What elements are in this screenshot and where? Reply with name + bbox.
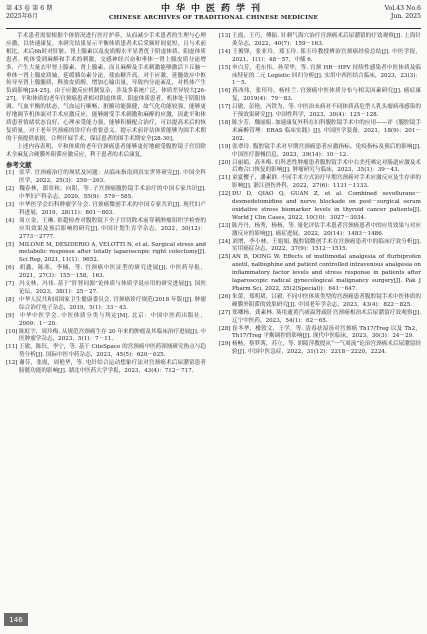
reference-item [6, 344, 206, 360]
reference-text: 申白芳，毛东伟，孙荣华，等. 宫颈 HR－HPV 持续性感染者中医体质及临床特征的二元 Logistic 回归分析[J]. 实用中西医结合临床，2023，23(3)：1－5. [232, 64, 421, 87]
reference-text: AN B, DONG W. Effects of multimodal analgesia of flurbiprofen axetil, nalbuphine and patient controlled intravenous analgesia on inflammatory factor levels and stress response in patients after laparoscopic radical gynecological malignancy surgery[J]. Pak J Pharm Sci, 2022, 35(2(Special))：641－647. [232, 254, 421, 292]
issue-date-en: Jun. 2025 [390, 13, 421, 20]
reference-item [219, 65, 421, 89]
reference-item [219, 104, 421, 120]
references-heading: 参考文献 [6, 160, 32, 169]
reference-number: [27] [219, 309, 231, 316]
reference-number: [26] [219, 293, 231, 300]
reference-number: [6] [6, 265, 14, 272]
reference-item [219, 310, 421, 326]
reference-number: [24] [219, 238, 231, 245]
reference-number: [19] [219, 143, 231, 150]
volume-issue-en: Vol.43 No.6 [384, 5, 421, 12]
reference-text: 中华中医学会. 中医体质分类与判定[M]. 北京：中国中医药出版社，2009：1－20. [19, 312, 206, 327]
reference-text: 崔冬华，楼敦文，王学，等. 清毒祛湿汤对宫颈癌 Th17/Treg 以及 Th2，Th17/Treg 平衡调控的影响[J]. 现代中医临床，2023，30(3)：24－29. [232, 325, 421, 340]
reference-number: [11] [6, 344, 18, 351]
reference-item [219, 88, 421, 104]
reference-list [6, 170, 206, 376]
journal-title-en: CHINESE ARCHIVES OF TRADITIONAL CHINESE MEDICINE [108, 15, 319, 21]
reference-text: 王霞，王巧，傅振. 针刺气海穴治疗宫颈癌术后尿潴留的疗效观察[J]. 上海针灸杂志，2022，40(7)：159－163. [232, 33, 421, 47]
reference-item [6, 313, 206, 329]
reference-item [219, 223, 421, 239]
reference-text: 胡鑫，陈寒，李楠，等. 宫颈癌中医证型的研究进展[J]. 中医药导报，2021，27(3)：155－158，163. [19, 265, 206, 280]
reference-number: [17] [219, 104, 231, 111]
reference-item [219, 120, 421, 144]
reference-text: 杨畅，蔡梦茜，苏立，等. 胡陵萍教授从“一气周流”论治宫颈癌术后尿潴留经验[J]. 中国中医急症，2022，31(12)：2218－2220，2224. [232, 341, 421, 356]
reference-number: [28] [219, 325, 231, 332]
reference-number: [23] [219, 222, 231, 229]
reference-text: 魏春林，郎景和，向阳，等. 子宫颈癌腹腔镜手术治疗的中国专家共识[J]. 中华妇产科杂志，2020，55(9)：579－585. [19, 186, 206, 201]
reference-number: [15] [219, 64, 231, 71]
volume-issue: 第 43 卷 第 6 期 [6, 5, 53, 12]
reference-text: 朱蕾，郑明珺，吕毅. 不同中医体质类型的宫颈癌患者腹腔镜手术中医体质的硬膜外阻滞的效果研究[J]. 中国老年学杂志，2023，43(4)：822－825. [232, 293, 421, 308]
reference-text: 陈丹丹，杨秀，杨杨，等. 量化评估手术患者宫颈癌患者中的应用效果与对应激反应的影响[J]. 癌症进展，2022，20(14)：1483－1486. [232, 222, 421, 237]
reference-item [6, 218, 206, 242]
reference-text: 陈少芳，魏丽娟. 加速康复外科在妇科腹腔镜手术中的应用——评《腹腔镜手术麻醉管理：ERAS 临床实践》[J]. 中国医学装备，2021，18(9)：201－202. [232, 119, 421, 142]
reference-text: 谢芬，张霞，周艳华，等. 电针结合运动想象疗法对宫颈癌术后尿潴留患者膀胱功能的影响[J]. 湖北中医药大学学报，2023，43(4)：712－717. [19, 360, 206, 375]
journal-title [6, 4, 421, 22]
running-header [6, 2, 421, 29]
reference-item [6, 281, 206, 297]
reference-item [6, 360, 206, 376]
reference-item [219, 326, 421, 342]
body-paragraph: 手术患者需要根据个体情况进行医疗护养，从而减少手术患者的生理与心理应激，以快速康复。本研究结果显示平衡体质患者术后采频时间更短，且与术前相比，术后6h时对肝脏、肾上腺素以及皮质醇水平显著优于阴虚体质、阳虚体质患者。机体受到麻醉和手术的刺激，交感神经兴奋和垂体一肾上腺皮质分泌增多，产生大量去甲肾上腺素、肾上腺素，而且麻醉及手术刺激能够激活下丘脑一垂体一肾上腺皮质轴，延缓胰岛素分泌，使血糖升高。对于应激，延髓效应中枢传导至肾上腺髓质，释放皮质醇，增加心输出量，导致内分泌紊乱，对机体产生负面影响[24-25]。由于应激反应机制复杂，涉及多系统广泛，体质差异较大[26-27]。平和体质的老年宫颈癌患者相对阴虚体质、阳虚体质患者，机体处于阴阳协调、气血平衡的状态，气血运行顺畅，脏腑功能强健，故气化功能较强，能够更好地调节机体面对手术应激反应，能够耐受手术刺激和麻醉的应激，因此平和体质患者情绪状态良好、心理承受能力强，能够积极配合治疗，可以提高术后的恢复质量，对于老年宫颈癌的诊疗有重要意义。提示术前评估体质能够为围手术期的干预提供依据，合理开展手术，保证患者的围手术期安全[28-30]。 [6, 33, 206, 142]
reference-item [6, 202, 206, 218]
reference-item [219, 144, 421, 160]
reference-number: [25] [219, 254, 231, 261]
left-column [6, 33, 206, 376]
reference-text: 蒋西伟，张珪玲，杨桂兰. 宫颈癌中医体质分布与相关因素研究[J]. 癌症康复，2019(4)：79－83. [232, 88, 421, 103]
reference-item [6, 297, 206, 313]
reference-item [6, 329, 206, 345]
reference-item [6, 242, 206, 266]
reference-item [6, 186, 206, 202]
reference-number: [20] [219, 159, 231, 166]
reference-item [219, 49, 421, 65]
body-paragraph: 上述内容表明，平和体质的老年宫颈癌患者能够更好地耐受腹腔镜子宫切除术全麻复合硬膜外阻滞应激反应，利于患者的术后康复。 [6, 143, 206, 158]
issue-info-en [385, 5, 421, 21]
reference-text: 张翠玲. 腹腔镜手术对早期宫颈癌患者应激指标、免疫指标及预后的影响[J]. 中国医疗器械信息，2023，39(14)：10－12. [232, 143, 421, 158]
reference-number: [3] [6, 202, 14, 209]
reference-item [219, 294, 421, 310]
page-number: 146 [4, 613, 28, 626]
reference-number: [29] [219, 341, 231, 348]
reference-text: DU D, QIAO Q, GUAN Z, et al. Combined sevoflurane－dexmedetomidine and nerve blockade on post－surgical serum oxidative stress biomarker levels in thyroid cancer patients[J]. World J Clin Cases, 2022, 10(10)：3027－3034. [232, 191, 421, 221]
right-column [219, 33, 421, 357]
reference-text: 周立金，王琳. 彩超检查对腹腔镜下全子宫切除术前穿刺肿瘤组织学检查的应用效果及预后影响的研究[J]. 中国计划生育学杂志，2022，30(12)：2773－2777. [19, 217, 206, 240]
reference-item [219, 191, 421, 223]
reference-number: [16] [219, 88, 231, 95]
journal-title-cn: 中华中医药学刊 [160, 4, 266, 14]
reference-number: [13] [219, 33, 231, 39]
reference-text: 吕敏，彭艳，冯铁为，等. 中医治未病对不同体质高危型人乳头瘤病毒感染的干预效果研究[J]. 中国性科学，2023，30(4)：125－128. [232, 104, 421, 119]
reference-number: [4] [6, 217, 14, 224]
reference-number: [12] [6, 360, 18, 367]
reference-text: 中华医学会妇科肿瘤学分会. 宫颈癌微创手术的中国专家共识[J]. 现代妇产科进展，2019，28(11)：801－803. [19, 202, 206, 216]
reference-number: [2] [6, 186, 14, 193]
reference-number: [18] [219, 119, 231, 126]
reference-number: [14] [219, 48, 231, 55]
reference-number: [9] [6, 312, 14, 319]
reference-item [219, 341, 421, 357]
reference-text: 冯文林，冯伟. 基于“肝肾同源”论体质与体质学说应用的研究进展[J]. 国医论坛，2023，38(1)：25－27. [19, 281, 206, 295]
reference-text: 中华人民共和国国家卫生健康委员会. 宫颈癌诊疗规范(2018 年版)[J]. 肿瘤综合治疗电子杂志，2019，5(1)：33－43. [19, 296, 206, 311]
reference-text: 王敏，陈钰，李宁，等. 基于 CiteSpace 的宫颈癌中医药领域研究热点与趋势分析[J]. 国际中医中药杂志，2023，45(5)：620－625. [19, 344, 206, 359]
reference-text: 陈虹宇，周玲梅. 从规范宫颈癌生存 20 年来的肿瘤及其临床治疗进展[J]. 中医肿瘤学杂志，2023，5(1)：7－11. [19, 328, 206, 343]
reference-item [219, 239, 421, 255]
reference-text: 郑卿杨，龚素林. 葵用通黄汽痰温肾疏肝宫颈癌根治术后尿潴留疗效观察[J]. 辽宁中医药，2023，54(1)：62－65. [232, 309, 421, 324]
reference-text: 刘增，李小林，王娟娟. 腹腔镜微创手术在宫颈癌患者中的临床疗效分析[J]. 实用癌症杂志，2022，37(9)：1512－1515. [232, 238, 421, 253]
reference-text: 吕丽娟，高冬梅. 妇科恶性肿瘤患者腹腔镜手术中右美托咪定对肠道应激及术后吻合口恢复的影响[J]. 肿瘤研究与临床，2023，35(1)：39－43. [232, 159, 421, 174]
reference-item [219, 33, 421, 49]
issue-date: 2025年6月 [6, 13, 39, 20]
reference-text: 王俊锋，张亚玲，郑玉玲. 郑玉玲教授辨治宫颈癌经验总结[J]. 中医学报，2021，1(1)：48－57，中插 6. [232, 48, 421, 63]
reference-item [219, 175, 421, 191]
reference-item [219, 160, 421, 176]
reference-item [219, 254, 421, 294]
reference-text: MILONE M, DESIDERIO A, VELOTTI N, et al. Surgical stress and metabolic response after totally laparoscopic right colectomy[J]. Sci Rep, 2021, 11(1)：9652. [19, 241, 206, 264]
reference-item [6, 265, 206, 281]
reference-text: 童夏樱子，潘素群. 不同手术方式治疗早期宫颈癌对手术应激反应及生存率的影响[J]. 浙江创伤外科，2022，27(6)：1131－1133. [232, 175, 421, 190]
reference-list [219, 33, 421, 357]
reference-number: [10] [6, 328, 18, 335]
reference-number: [21] [219, 175, 231, 182]
reference-number: [7] [6, 281, 14, 288]
reference-number: [1] [6, 170, 14, 177]
reference-number: [22] [219, 191, 231, 198]
reference-number: [5] [6, 241, 14, 248]
reference-text: 张苹. 宫颈癌治疗的现状及问题：从临床指南到真实世界研究[J]. 中国全科医学，2022，25(3)：259－263. [19, 170, 206, 185]
reference-number: [8] [6, 296, 14, 303]
reference-item [6, 170, 206, 186]
